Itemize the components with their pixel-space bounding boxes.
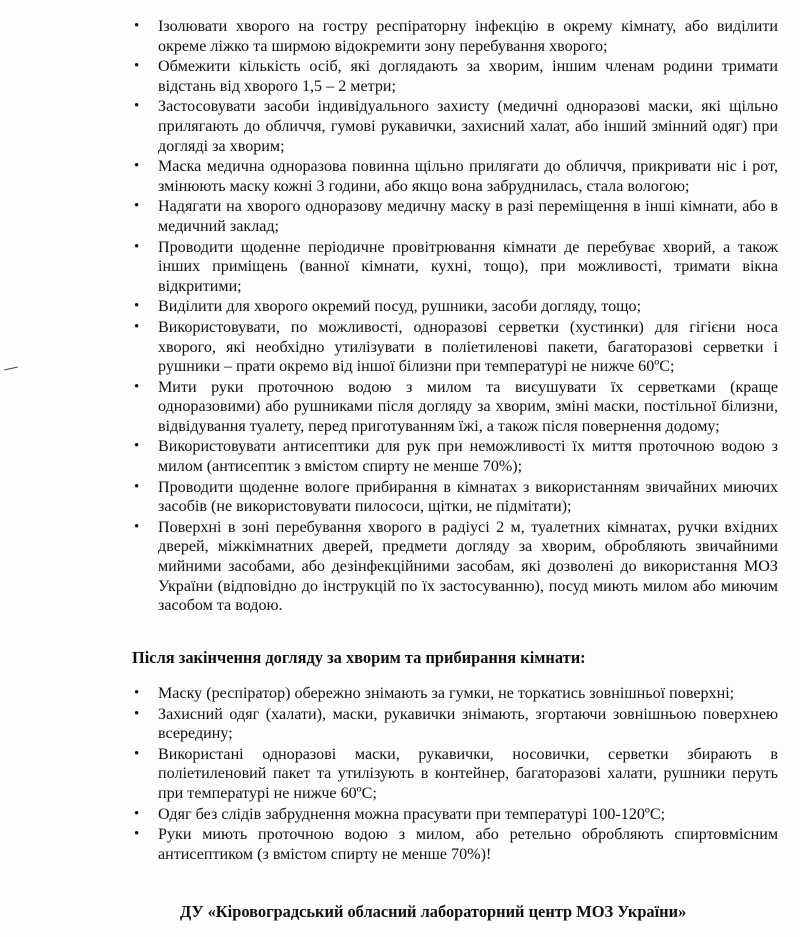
list-item-text: Маску (респіратор) обережно знімають за гумки, не торкатись зовнішньої поверхні; — [158, 685, 735, 702]
list-item-text: Використовувати антисептики для рук при неможливості їх миття проточною водою з милом (антисептик з вмістом спирту не менше 70%); — [158, 438, 778, 476]
bullet-icon: • — [134, 98, 140, 115]
bullet-icon: • — [134, 58, 140, 75]
list-item — [132, 238, 778, 297]
bullet-icon: • — [134, 805, 140, 822]
list-item-text: Використовувати, по можливості, одноразові серветки (хустинки) для гігієни носа хворого, які необхідно утилізувати в поліетиленові пакети, багаторазові серветки і рушники – прати окремо від іншої білизни при температурі не нижче 60ºС; — [158, 318, 778, 376]
bullet-icon: • — [134, 198, 140, 215]
bullet-icon: • — [134, 705, 140, 722]
list-item-text: Надягати на хворого одноразову медичну маску в разі переміщення в інші кімнати, або в медичний заклад; — [158, 198, 778, 235]
bullet-icon: • — [134, 478, 140, 495]
bullet-icon: • — [134, 826, 140, 843]
list-item-text: Проводити щоденне вологе прибирання в кімнатах з використанням звичайних миючих засобів (не використовувати пилососи, щітки, не підмітати); — [158, 478, 778, 516]
list-item — [132, 745, 778, 804]
list-item-text: Ізолювати хворого на гостру респіраторну інфекцію в окрему кімнату, або виділити окреме ліжко та ширмою відокремити зону перебування хворого; — [158, 18, 778, 55]
list-item-text: Одяг без слідів забруднення можна прасувати при температурі 100-120ºС; — [158, 805, 666, 823]
list-item-text: Маска медична одноразова повинна щільно прилягати до обличчя, прикривати ніс і рот, змінюють маску кожні 3 години, або якщо вона забруднилась, стала вологою; — [158, 158, 778, 195]
list-item — [132, 705, 778, 744]
bullet-icon: • — [134, 518, 140, 535]
list-item — [132, 97, 778, 156]
bullet-icon: • — [134, 18, 140, 34]
bullet-icon: • — [134, 298, 140, 315]
list-item — [132, 157, 778, 196]
list-item-text: Поверхні в зоні перебування хворого в радіусі 2 м, туалетних кімнатах, ручки вхідних дверей, міжкімнатних дверей, предмети догляду за хворим, обробляють звичайними мийними засобами, або дезінфекційними засобам, які дозволені до використання МОЗ України (відповідно до інструкцій по їх застосуванню), посуд миють милом або миючим засобом та водою. — [158, 518, 778, 615]
after-care-list — [132, 684, 778, 865]
bullet-icon: • — [134, 745, 140, 762]
list-item-text: Мити руки проточною водою з милом та висушувати їх серветками (краще одноразовими) або рушниками після догляду за хворим, зміні маски, постільної білизни, відвідування туалету, перед приготуванням їжі, а також після повернення додому; — [158, 378, 778, 435]
list-item-text: Руки миють проточною водою з милом, або ретельно обробляють спиртовмісним антисептиком (з вмістом спирту не менше 70%)! — [158, 826, 778, 863]
list-item — [132, 805, 778, 825]
bullet-icon: • — [134, 238, 140, 255]
list-item — [132, 197, 778, 236]
section-heading: Після закінчення догляду за хворим та прибирання кімнати: — [132, 648, 586, 667]
list-item — [132, 318, 778, 377]
list-item-text: Проводити щоденне періодичне провітрювання кімнати де перебуває хворий, а також інших приміщень (ванної кімнати, кухні, тощо), при можливості, тримати вікна відкритими; — [158, 238, 778, 295]
care-rules-list — [132, 17, 778, 617]
list-item — [132, 297, 778, 317]
list-item — [132, 518, 778, 616]
list-item — [132, 378, 778, 437]
list-item — [132, 17, 778, 56]
bullet-icon: • — [134, 158, 140, 175]
list-item — [132, 57, 778, 96]
list-item — [132, 684, 778, 704]
list-item-text: Захисний одяг (халати), маски, рукавички знімають, згортаючи зовнішньою поверхнею всередину; — [158, 705, 778, 743]
scan-edge-mark — [4, 367, 18, 371]
organization-signature: ДУ «Кіровоградський обласний лабораторний центр МОЗ України» — [180, 902, 687, 921]
bullet-icon: • — [134, 318, 140, 335]
bullet-icon: • — [134, 378, 140, 395]
bullet-icon: • — [134, 685, 140, 701]
list-item — [132, 437, 778, 476]
bullet-icon: • — [134, 438, 140, 455]
list-item-text: Використані одноразові маски, рукавички, носовички, серветки збирають в поліетиленовий пакет та утилізують в контейнер, багаторазові халати, рушники перуть при температурі не нижче 60ºС; — [158, 745, 778, 802]
list-item-text: Обмежити кількість осіб, які доглядають за хворим, іншим членам родини тримати відстань від хворого 1,5 – 2 метри; — [158, 58, 778, 95]
list-item — [132, 478, 778, 517]
list-item-text: Виділити для хворого окремий посуд, рушники, засоби догляду, тощо; — [158, 298, 642, 316]
list-item-text: Застосовувати засоби індивідуального захисту (медичні одноразові маски, які щільно прилягають до обличчя, гумові рукавички, захисний халат, або інший змінний одяг) при догляді за хворим; — [158, 98, 778, 155]
list-item — [132, 825, 778, 864]
